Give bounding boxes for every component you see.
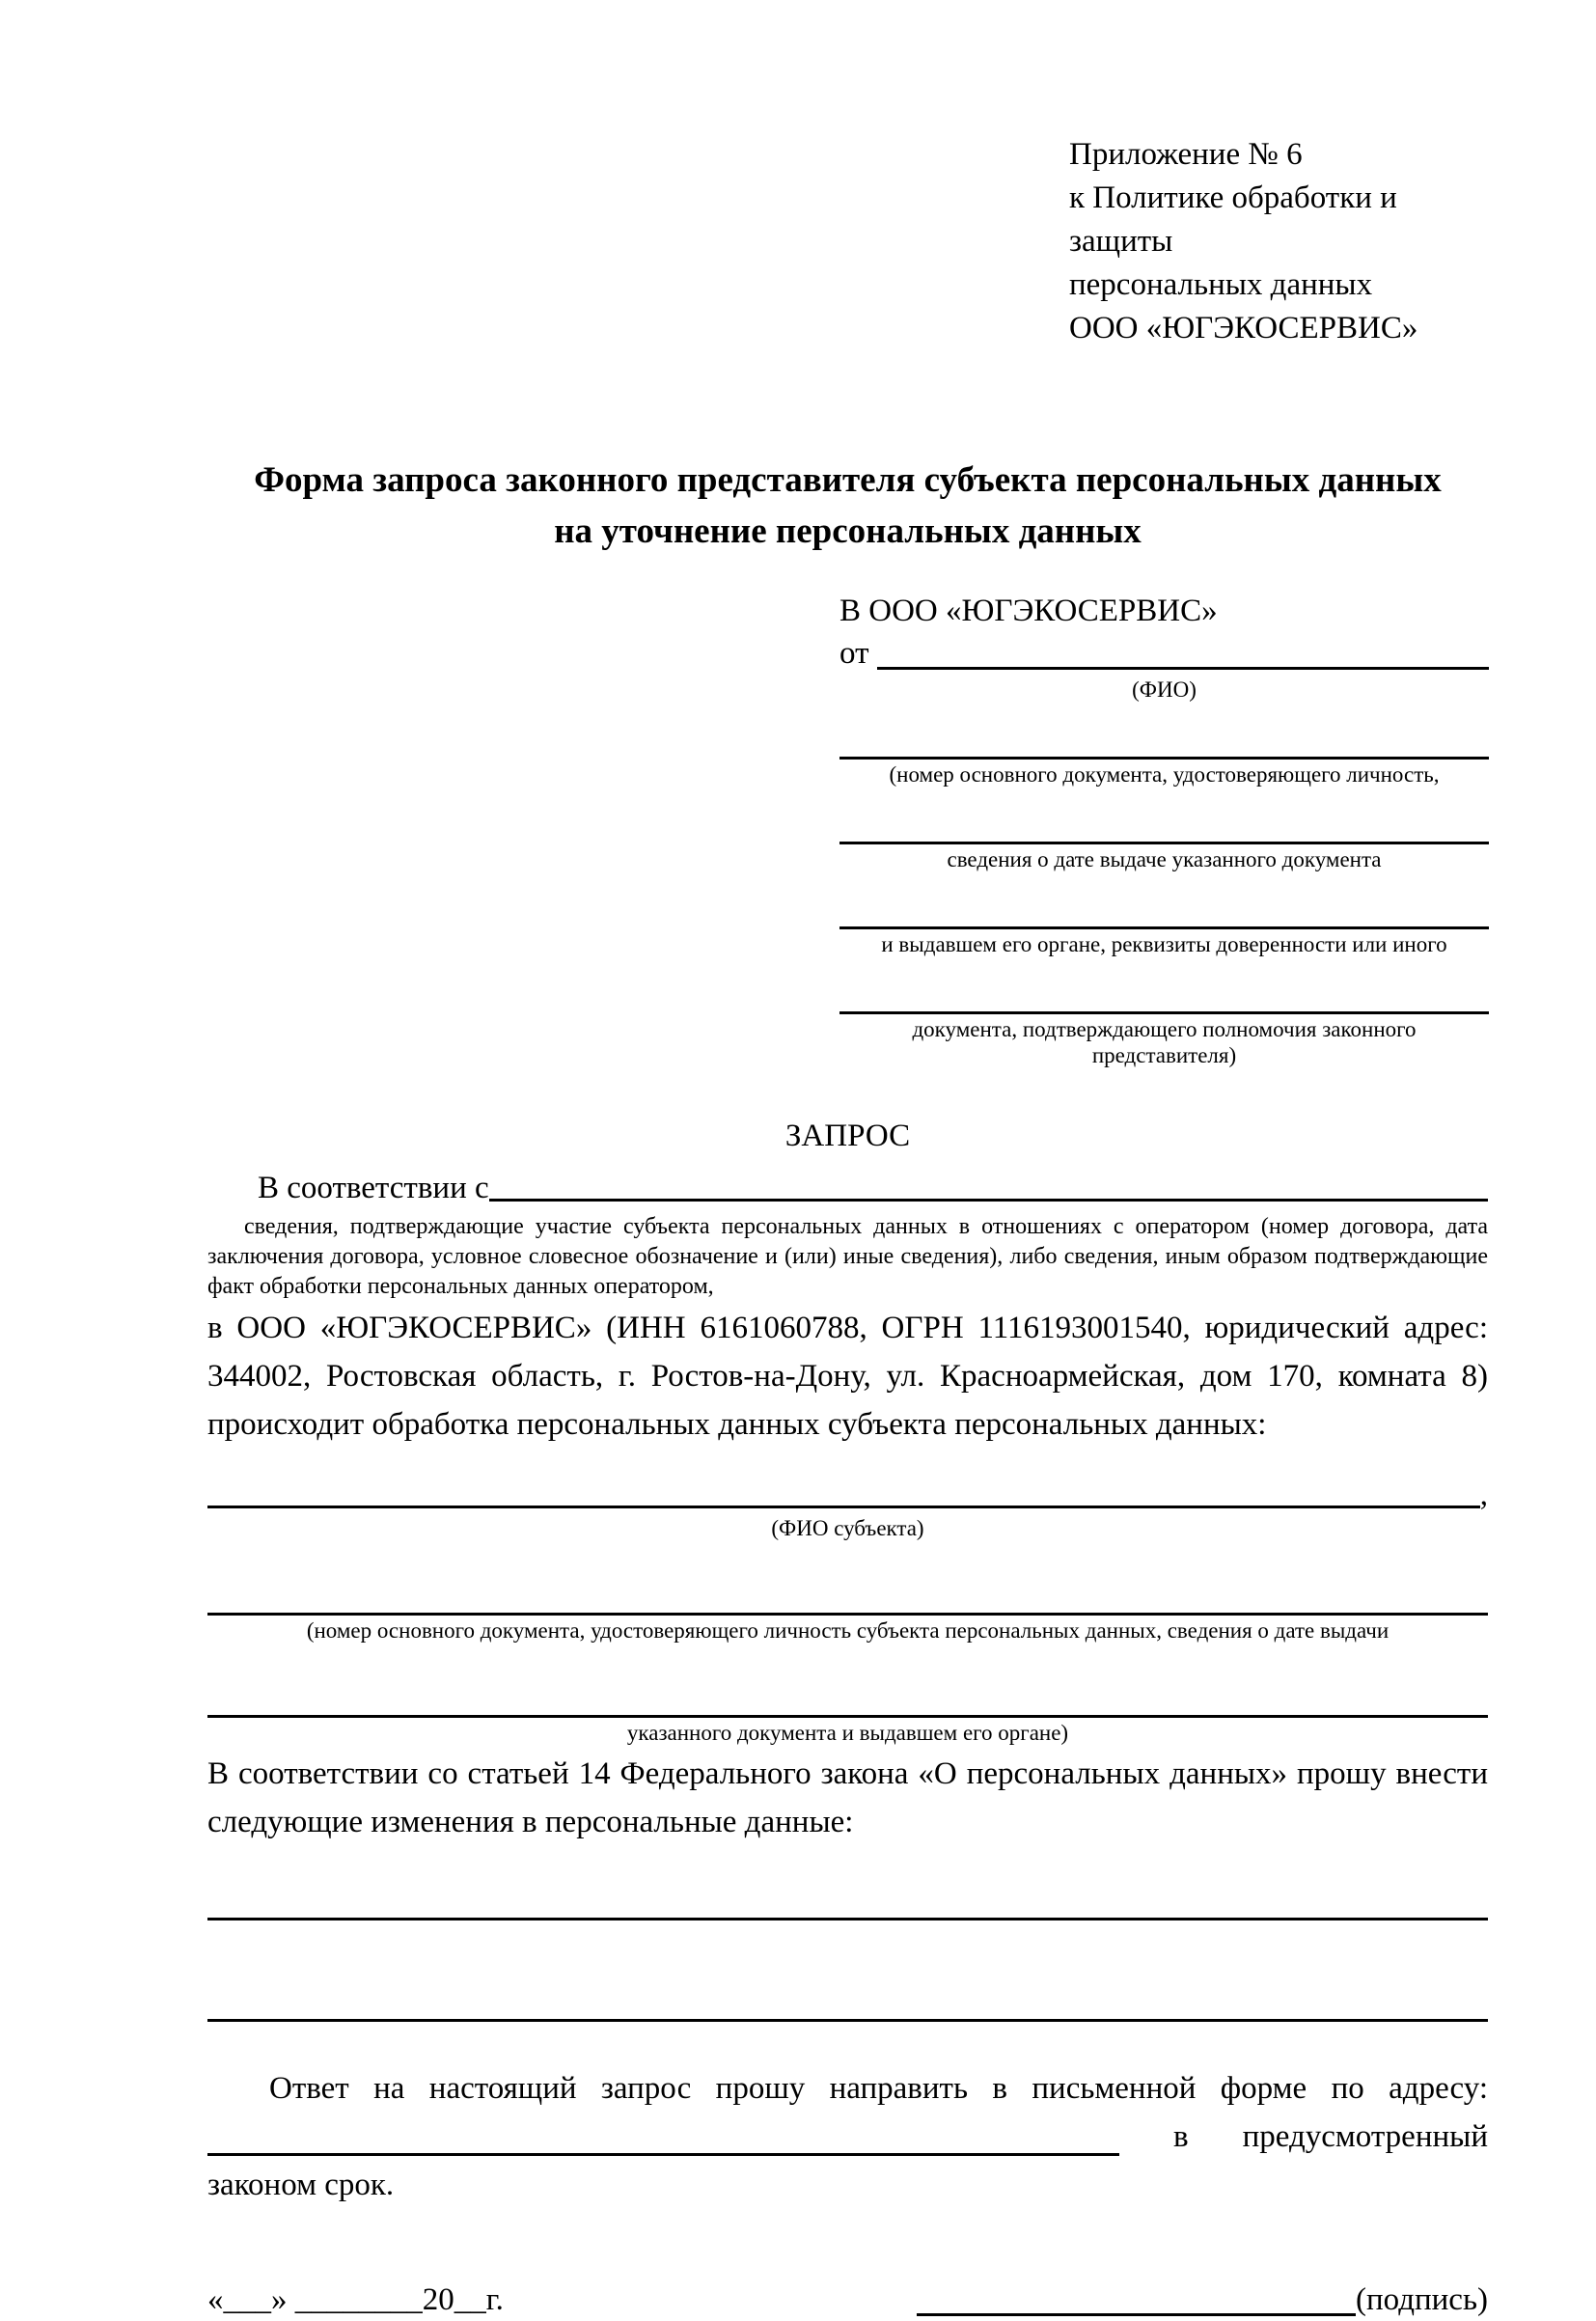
intro-label: В соответствии с	[258, 1171, 489, 1205]
subject-fio-caption: (ФИО субъекта)	[771, 1516, 924, 1540]
doc-number-fill-line	[839, 718, 1489, 760]
date-fill-text: «___» ________20__г.	[207, 2282, 504, 2317]
basis-footnote: сведения, подтверждающие участие субъекта персональных данных в отношениях с оператором (номер договора, дата заключения договора, условное словесное обозначение и (или) иные сведения), либо сведения, иным образом подтверждающие факт обработки персональных данных оператором,	[207, 1214, 1488, 1299]
issue-date-fill-line	[839, 803, 1489, 844]
subject-doc-caption-2: указанного документа и выдавшем его органе)	[626, 1721, 1069, 1745]
addressee-to: В ООО «ЮГЭКОСЕРВИС»	[839, 594, 1218, 628]
authority-doc-caption: документа, подтверждающего полномочия законного представителя)	[912, 1017, 1417, 1067]
signature-fill-line	[917, 2313, 1356, 2316]
page-title-line-2: на уточнение персональных данных	[554, 511, 1142, 551]
fio-fill-line	[877, 666, 1489, 670]
appendix-line-2: к Политике обработки и защиты	[1069, 180, 1397, 259]
answer-paragraph-line-3: законом срок.	[207, 2168, 395, 2202]
issuing-authority-fill-line	[839, 888, 1489, 929]
page-title-line-1: Форма запроса законного представителя субъекта персональных данных	[254, 460, 1442, 500]
appendix-block	[1069, 133, 1488, 350]
authority-doc-fill-line	[839, 973, 1489, 1014]
page-title	[207, 455, 1488, 557]
changes-fill-line-1	[207, 1879, 1488, 1920]
answer-paragraph-line-1: Ответ на настоящий запрос прошу направить в письменной форме по адресу:	[269, 2071, 1488, 2106]
request-heading: ЗАПРОС	[784, 1119, 911, 1153]
answer-word-v: в	[1173, 2119, 1189, 2154]
operator-paragraph: в ООО «ЮГЭКОСЕРВИС» (ИНН 6161060788, ОГРН 1116193001540, юридический адрес: 344002, Ростовская область, г. Ростов-на-Дону, ул. Красноармейская, дом 170, комната 8) происходит обработка персональных данных субъекта персональных данных:	[207, 1311, 1488, 1442]
answer-word-predusmotrenny: предусмотренный	[1242, 2119, 1488, 2154]
footer-row	[207, 2279, 1488, 2321]
subject-doc-fill-line-1	[207, 1574, 1488, 1616]
appendix-line-1: Приложение № 6	[1069, 137, 1303, 172]
appendix-line-4: ООО «ЮГЭКОСЕРВИС»	[1069, 311, 1418, 345]
law-paragraph: В соответствии со статьей 14 Федерального закона «О персональных данных» прошу внести следующие изменения в персональные данные:	[207, 1756, 1488, 1839]
intro-row	[207, 1171, 1488, 1206]
signature-caption: (подпись)	[1356, 2282, 1488, 2317]
addressee-block	[839, 590, 1489, 1068]
fio-caption: (ФИО)	[1132, 677, 1197, 702]
issue-date-caption: сведения о дате выдаче указанного документа	[947, 847, 1382, 871]
appendix-line-3: персональных данных	[1069, 267, 1373, 302]
from-row	[839, 632, 1489, 675]
address-fill-line	[207, 2153, 1119, 2156]
answer-paragraph-line-2	[207, 2113, 1488, 2161]
subject-doc-fill-line-2	[207, 1676, 1488, 1718]
doc-number-caption: (номер основного документа, удостоверяющего личность,	[889, 762, 1440, 787]
changes-fill-line-2	[207, 1980, 1488, 2022]
subject-fio-fill-line	[207, 1505, 1480, 1508]
signature-group	[917, 2279, 1488, 2321]
trailing-comma: ,	[1479, 1478, 1488, 1512]
basis-fill-line	[489, 1198, 1488, 1202]
subject-doc-caption-1: (номер основного документа, удостоверяющего личность субъекта персональных данных, сведения о дате выдачи	[306, 1618, 1390, 1643]
from-label: от	[839, 636, 877, 671]
subject-fio-row	[207, 1478, 1488, 1513]
issuing-authority-caption: и выдавшем его органе, реквизиты доверенности или иного	[881, 932, 1447, 956]
